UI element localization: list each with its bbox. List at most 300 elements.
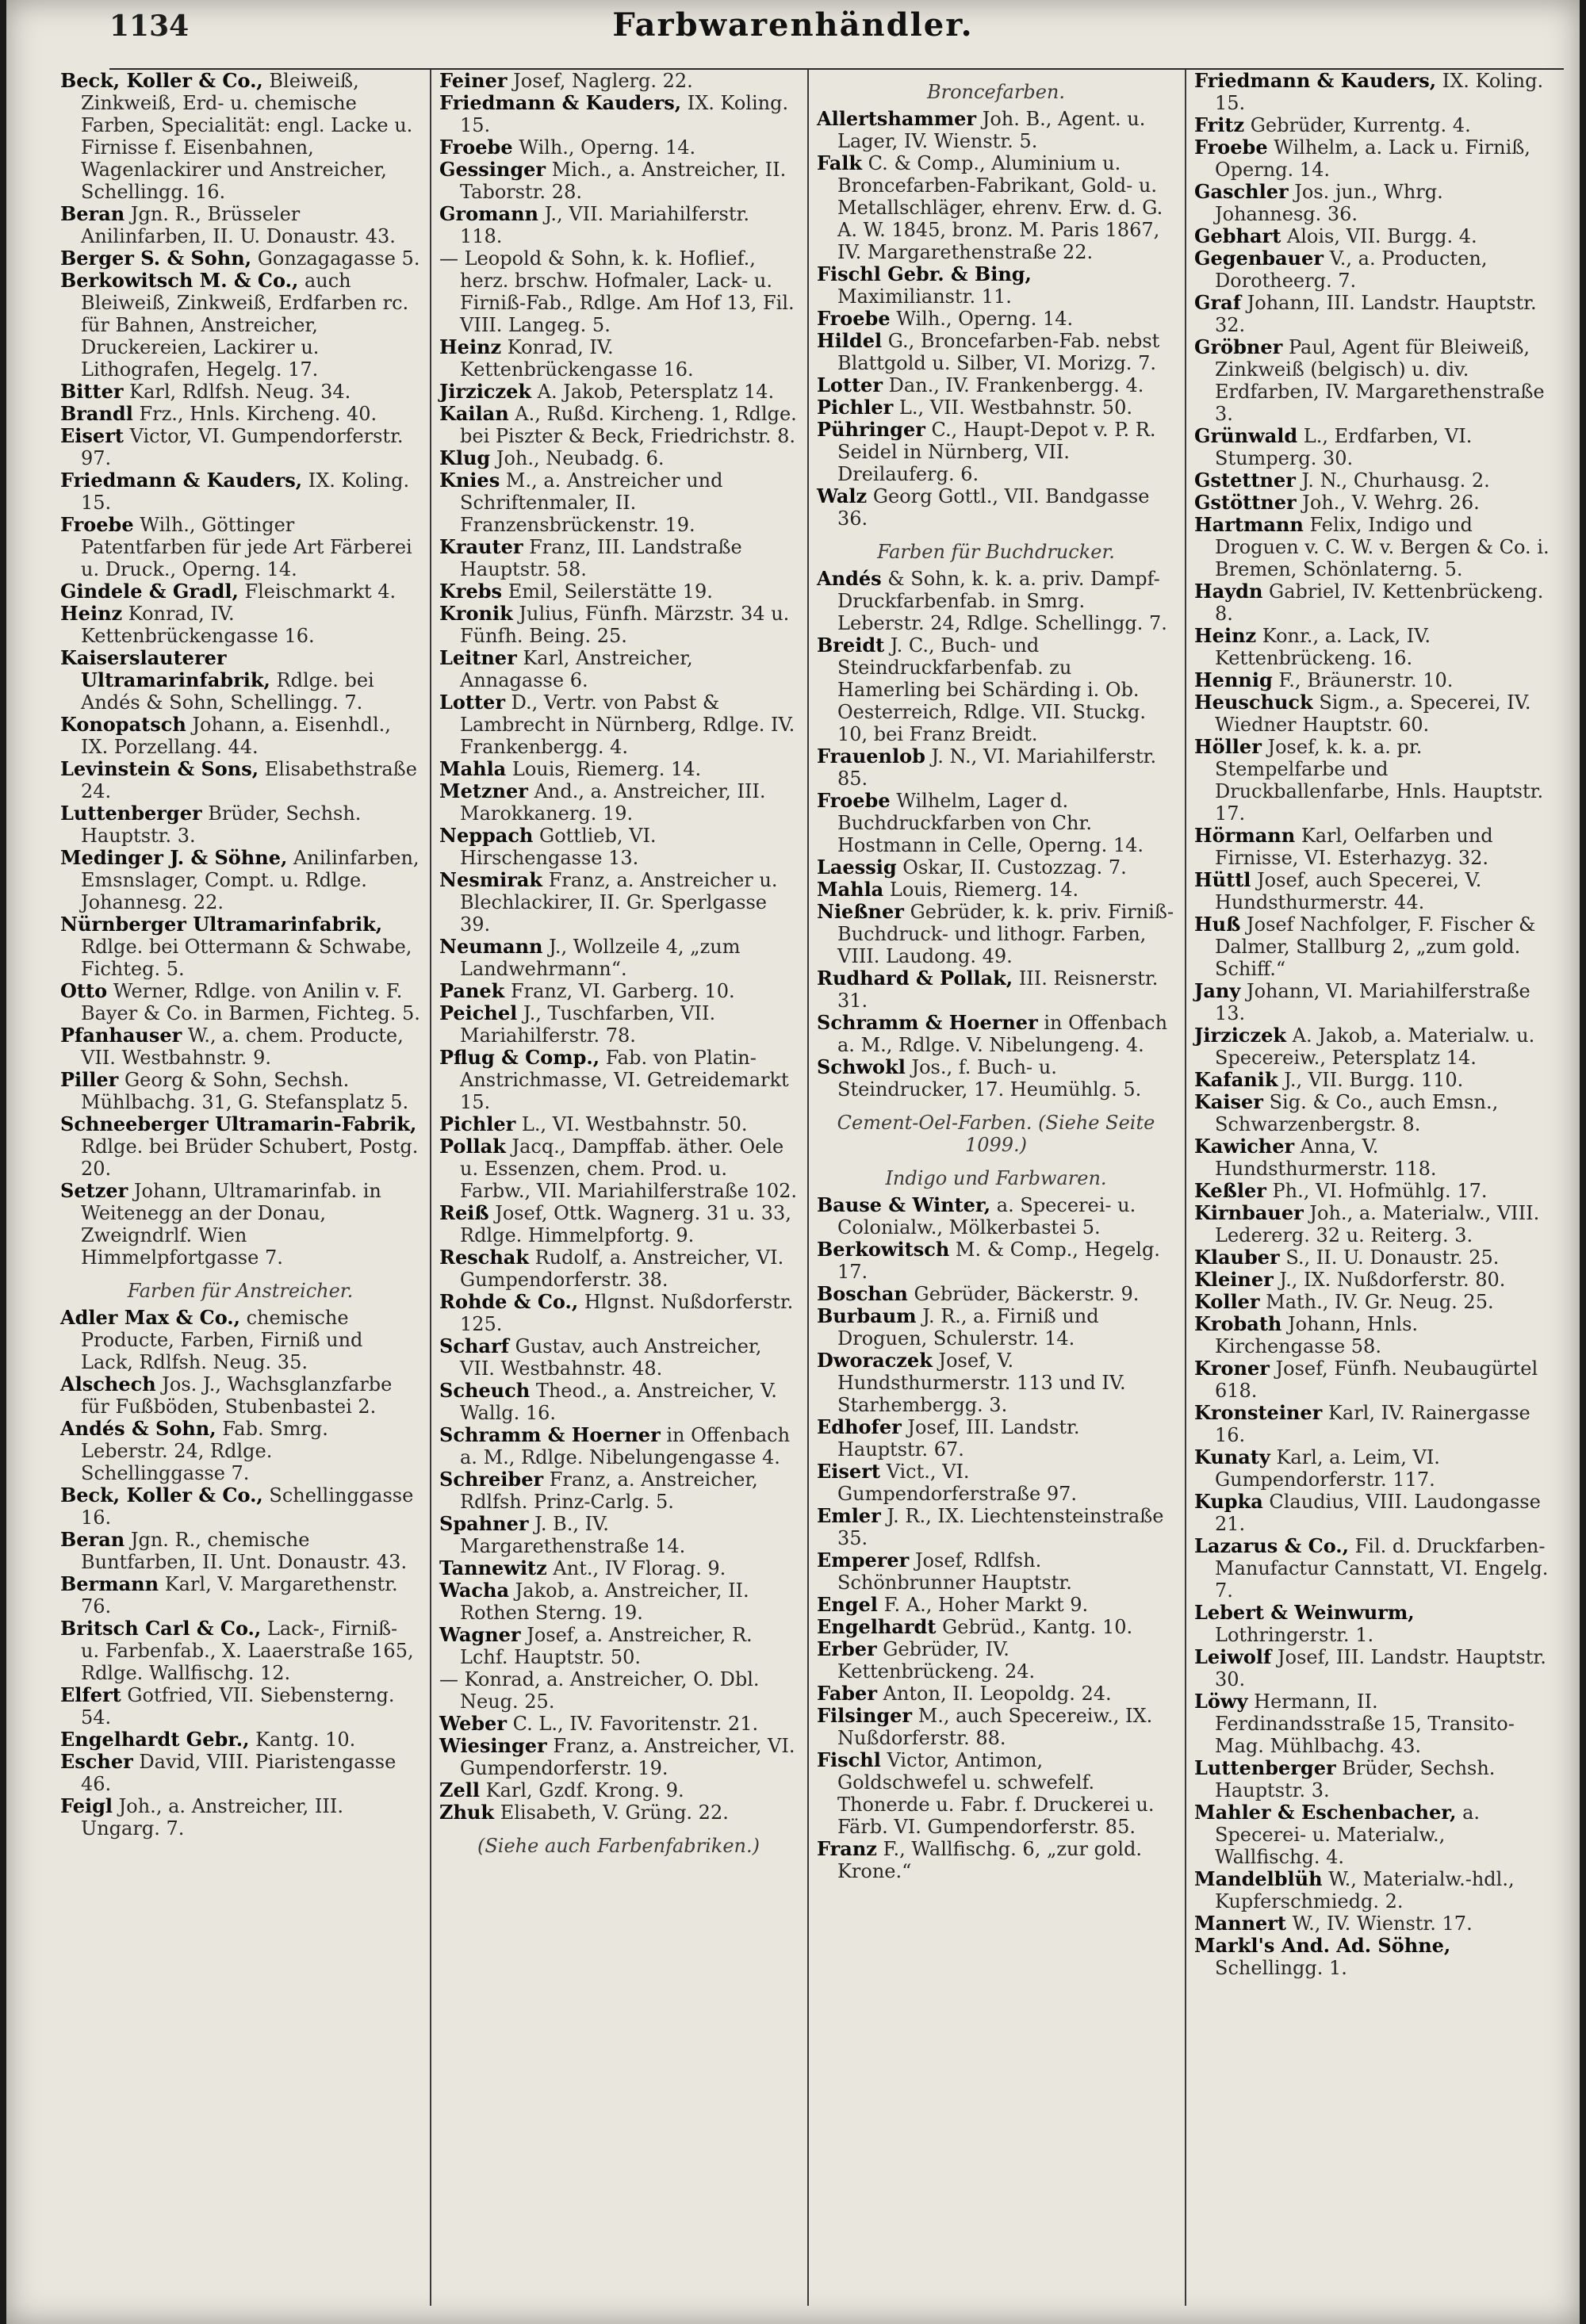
entry-details: Schellinggasse 16. xyxy=(81,1484,414,1529)
entry-name: Höller xyxy=(1194,735,1262,758)
entry-name: Konopatsch xyxy=(60,713,186,736)
entry-name: Froebe xyxy=(817,307,891,330)
entry-name: Faber xyxy=(817,1682,877,1705)
directory-entry xyxy=(439,1801,798,1824)
directory-entry xyxy=(60,1418,420,1484)
directory-entry xyxy=(817,1705,1175,1749)
directory-entry xyxy=(439,1779,798,1801)
entry-details: Jgn. R., chemische Buntfarben, II. Unt. Donaustr. 43. xyxy=(81,1529,408,1573)
entry-name: Emler xyxy=(817,1504,881,1527)
directory-entry xyxy=(817,1239,1175,1283)
directory-entry xyxy=(439,603,798,647)
entry-details: Elisabethstraße 24. xyxy=(81,758,417,802)
entry-details: Jgn. R., Brüsseler Anilinfarben, II. U. Donaustr. 43. xyxy=(81,203,396,247)
entry-name: Beran xyxy=(60,202,125,225)
directory-entry xyxy=(1194,980,1553,1024)
directory-entry xyxy=(1194,1357,1553,1402)
entry-name: Neppach xyxy=(439,824,534,847)
column-1 xyxy=(52,70,430,2306)
directory-entry xyxy=(439,869,798,936)
entry-name: Pühringer xyxy=(817,418,925,441)
directory-entry xyxy=(439,780,798,825)
directory-entry xyxy=(439,1202,798,1246)
entry-details: Karl, Rdlfsh. Neug. 34. xyxy=(129,381,351,403)
entry-details: Gebrüd., Kantg. 10. xyxy=(942,1616,1133,1638)
directory-entry xyxy=(1194,1912,1553,1935)
entry-details: Josef, Rdlfsh. Schönbrunner Hauptstr. xyxy=(837,1549,1072,1594)
entry-details: & Sohn, k. k. a. priv. Dampf-Druckfarbenfab. in Smrg. Leberstr. 24, Rdlge. Schellingg. 7. xyxy=(837,568,1167,634)
directory-entry xyxy=(60,847,420,913)
directory-entry xyxy=(439,1424,798,1468)
entry-details: J., Wollzeile 4, „zum Landwehrmann“. xyxy=(460,936,741,980)
entry-details: Franz, VI. Garberg. 10. xyxy=(510,980,735,1002)
directory-entry xyxy=(1194,1069,1553,1091)
entry-details: Alois, VII. Burgg. 4. xyxy=(1286,225,1477,247)
directory-entry xyxy=(817,419,1175,485)
entry-name: Hildel xyxy=(817,329,883,352)
entry-details: Elisabeth, V. Grüng. 22. xyxy=(500,1801,729,1824)
entry-details: L., VII. Westbahnstr. 50. xyxy=(898,396,1132,419)
entry-name: Peichel xyxy=(439,1001,518,1024)
directory-entry xyxy=(817,1416,1175,1461)
entry-name: Klauber xyxy=(1194,1246,1280,1269)
entry-details: F., Bräunerstr. 10. xyxy=(1278,669,1454,691)
entry-details: J., IX. Nußdorferstr. 80. xyxy=(1279,1269,1506,1291)
entry-details: Franz, a. Anstreicher, VI. Gumpendorferstr. 19. xyxy=(460,1735,795,1779)
directory-entry xyxy=(1194,1246,1553,1269)
directory-entry xyxy=(439,1624,798,1668)
directory-entry xyxy=(817,1461,1175,1505)
entry-name: Kawicher xyxy=(1194,1135,1295,1158)
entry-name: Mahla xyxy=(439,757,507,780)
directory-entry xyxy=(439,159,798,203)
entry-details: Joh., a. Anstreicher, III. Ungarg. 7. xyxy=(81,1795,344,1840)
entry-name: Gstettner xyxy=(1194,469,1296,492)
directory-entry xyxy=(60,247,420,270)
entry-details: V., a. Producten, Dorotheerg. 7. xyxy=(1215,247,1488,292)
entry-name: Setzer xyxy=(60,1179,128,1202)
directory-entry xyxy=(60,758,420,802)
directory-entry xyxy=(60,1484,420,1529)
entry-name: Mahler & Eschenbacher, xyxy=(1194,1801,1457,1824)
entry-details: Joh. B., Agent. u. Lager, IV. Wienstr. 5. xyxy=(837,108,1146,152)
entry-name: Edhofer xyxy=(817,1415,902,1438)
section-heading: Farben für Buchdrucker. xyxy=(877,541,1115,563)
entry-name: Froebe xyxy=(817,789,891,812)
entry-name: Gessinger xyxy=(439,158,546,181)
directory-entry xyxy=(1194,1602,1553,1646)
directory-entry xyxy=(60,714,420,758)
directory-entry xyxy=(817,1749,1175,1838)
directory-page xyxy=(6,0,1580,2324)
entry-details: Brüder, Sechsh. Hauptstr. 3. xyxy=(1215,1757,1496,1801)
entry-name: Nesmirak xyxy=(439,868,543,891)
entry-name: Gebhart xyxy=(1194,224,1281,247)
directory-entry xyxy=(1194,1402,1553,1446)
entry-name: Bermann xyxy=(60,1572,159,1595)
entry-details: Wilh., Operng. 14. xyxy=(519,136,696,159)
directory-entry xyxy=(439,203,798,247)
entry-name: Heinz xyxy=(60,602,123,625)
directory-entry xyxy=(1194,580,1553,625)
entry-name: Beck, Koller & Co., xyxy=(60,70,263,92)
directory-entry xyxy=(1194,1291,1553,1313)
entry-name: Rohde & Co., xyxy=(439,1290,579,1313)
directory-entry xyxy=(817,1056,1175,1101)
entry-details: Victor, Antimon, Goldschwefel u. schwefelf. Thonerde u. Fabr. f. Druckerei u. Färb. VI. Gumpendorferstr. 85. xyxy=(837,1749,1155,1838)
directory-entry xyxy=(60,1529,420,1573)
entry-details: A. Jakob, Petersplatz 14. xyxy=(537,381,775,403)
entry-details: Jakob, a. Anstreicher, II. Rothen Sterng. 19. xyxy=(460,1579,749,1624)
entry-name: Berkowitsch M. & Co., xyxy=(60,269,299,292)
entry-details: Gabriel, IV. Kettenbrückeng. 8. xyxy=(1215,580,1544,625)
directory-entry xyxy=(60,980,420,1024)
entry-details: — Konrad, a. Anstreicher, O. Dbl. Neug. 25. xyxy=(439,1668,760,1713)
directory-entry xyxy=(439,92,798,136)
entry-details: J. C., Buch- und Steindruckfarbenfab. zu Hamerling bei Schärding i. Ob. Oesterreich, Rdlge. VII. Stuckg. 10, bei Franz Breidt. xyxy=(837,634,1147,745)
entry-name: Fischl Gebr. & Bing, xyxy=(817,262,1032,285)
page-title: Farbwarenhändler. xyxy=(612,6,974,44)
entry-name: Erber xyxy=(817,1637,877,1660)
entry-details: Johann, a. Eisenhdl., IX. Porzellang. 44. xyxy=(81,714,391,758)
directory-entry xyxy=(1194,1535,1553,1602)
directory-entry xyxy=(60,1729,420,1751)
entry-name: Reschak xyxy=(439,1246,529,1269)
entry-details: Johann, VI. Mariahilferstraße 13. xyxy=(1215,980,1530,1024)
directory-entry xyxy=(817,1505,1175,1549)
entry-name: Pfanhauser xyxy=(60,1024,182,1047)
directory-entry xyxy=(60,580,420,603)
entry-name: Metzner xyxy=(439,779,528,802)
entry-name: Engelhardt Gebr., xyxy=(60,1728,250,1751)
directory-entry xyxy=(1194,492,1553,514)
entry-details: Jos. jun., Whrg. Johannesg. 36. xyxy=(1215,181,1443,225)
directory-entry xyxy=(60,1113,420,1180)
directory-entry xyxy=(817,1350,1175,1416)
directory-entry xyxy=(1194,1446,1553,1491)
entry-name: Knies xyxy=(439,469,500,492)
directory-entry xyxy=(439,1291,798,1335)
entry-name: Friedmann & Kauders, xyxy=(60,469,303,492)
entry-name: Friedmann & Kauders, xyxy=(439,91,682,114)
column-4-content xyxy=(1194,70,1553,1979)
entry-details: W., IV. Wienstr. 17. xyxy=(1292,1912,1473,1935)
entry-name: Schramm & Hoerner xyxy=(817,1011,1038,1034)
entry-details: Josef Nachfolger, F. Fischer & Dalmer, Stallburg 2, „zum gold. Schiff.“ xyxy=(1215,913,1536,980)
entry-name: Brandl xyxy=(60,402,133,425)
entry-details: Karl, Gzdf. Krong. 9. xyxy=(485,1779,684,1801)
entry-name: Andés & Sohn, xyxy=(60,1417,216,1440)
entry-name: Neumann xyxy=(439,935,543,958)
directory-entry xyxy=(1194,1269,1553,1291)
entry-name: Berger S. & Sohn, xyxy=(60,247,252,270)
entry-details: Julius, Fünfh. Märzstr. 34 u. Fünfh. Being. 25. xyxy=(460,603,790,647)
entry-name: Feigl xyxy=(60,1794,113,1817)
entry-name: Krauter xyxy=(439,535,523,558)
directory-entry xyxy=(439,1335,798,1380)
entry-name: Falk xyxy=(817,151,863,174)
entry-details: Claudius, VIII. Laudongasse 21. xyxy=(1215,1491,1541,1535)
entry-name: Koller xyxy=(1194,1290,1260,1313)
entry-details: Jos. J., Wachsglanzfarbe für Fußböden, Stubenbastei 2. xyxy=(81,1373,393,1418)
entry-details: Fab. von Platin-Anstrichmasse, VI. Getreidemarkt 15. xyxy=(460,1047,789,1113)
entry-name: Kirnbauer xyxy=(1194,1201,1304,1224)
entry-name: Wiesinger xyxy=(439,1734,547,1757)
entry-name: Bause & Winter, xyxy=(817,1193,991,1216)
directory-entry xyxy=(439,1380,798,1424)
entry-details: Gebrüder, k. k. priv. Firniß-Buchdruck- und lithogr. Farben, VIII. Laudong. 49. xyxy=(837,901,1174,967)
directory-entry xyxy=(439,447,798,469)
entry-details: Georg Gottl., VII. Bandgasse 36. xyxy=(837,485,1150,530)
entry-details: Lack-, Firniß- u. Farbenfab., X. Laaerstraße 165, Rdlge. Wallfischg. 12. xyxy=(81,1618,414,1684)
directory-entry xyxy=(439,1246,798,1291)
entry-details: C. L., IV. Favoritenstr. 21. xyxy=(512,1713,759,1735)
entry-name: Wacha xyxy=(439,1579,510,1602)
directory-entry xyxy=(60,1069,420,1113)
entry-name: Friedmann & Kauders, xyxy=(1194,70,1437,92)
directory-entry xyxy=(60,603,420,647)
entry-details: Mich., a. Anstreicher, II. Taborstr. 28. xyxy=(460,159,787,203)
entry-details: Josef, k. k. a. pr. Stempelfarbe und Druckballenfarbe, Hnls. Hauptstr. 17. xyxy=(1215,736,1544,825)
directory-entry xyxy=(817,790,1175,856)
directory-entry xyxy=(60,270,420,381)
directory-entry xyxy=(439,1579,798,1624)
entry-details: Wilhelm, a. Lack u. Firniß, Operng. 14. xyxy=(1215,136,1530,181)
directory-entry xyxy=(817,1194,1175,1239)
entry-name: Schwokl xyxy=(817,1055,906,1078)
column-1-content xyxy=(60,70,420,1840)
entry-details: Vict., VI. Gumpendorferstraße 97. xyxy=(837,1461,1078,1505)
column-2 xyxy=(430,70,807,2306)
entry-details: Johann, Ultramarinfab. in Weitenegg an der Donau, Zweigndrlf. Wien Himmelpfortgasse 7. xyxy=(81,1180,381,1269)
entry-details: Gebrüder, IV. Kettenbrückeng. 24. xyxy=(837,1638,1036,1683)
entry-details: Gotfried, VII. Siebensterng. 54. xyxy=(81,1684,395,1729)
entry-details: a. Specerei- u. Materialw., Wallfischg. 4. xyxy=(1215,1801,1481,1868)
entry-name: Elfert xyxy=(60,1683,121,1706)
directory-entry xyxy=(439,1735,798,1779)
entry-name: Spahner xyxy=(439,1512,529,1535)
entry-name: Heinz xyxy=(439,335,502,358)
directory-entry xyxy=(817,374,1175,396)
directory-entry xyxy=(817,967,1175,1012)
entry-name: Gstöttner xyxy=(1194,491,1297,514)
directory-entry xyxy=(817,879,1175,901)
entry-name: Grünwald xyxy=(1194,424,1298,447)
entry-details: Franz, a. Anstreicher, Rdlfsh. Prinz-Carlg. 5. xyxy=(460,1468,758,1513)
column-3 xyxy=(807,70,1185,2306)
entry-details: Fleischmarkt 4. xyxy=(244,580,396,603)
entry-name: Rudhard & Pollak, xyxy=(817,967,1013,990)
directory-entry xyxy=(817,152,1175,263)
entry-name: Kronsteiner xyxy=(1194,1401,1323,1424)
entry-details: Oskar, II. Custozzag. 7. xyxy=(902,856,1127,879)
entry-name: Wagner xyxy=(439,1623,521,1646)
entry-name: Engelhardt xyxy=(817,1615,937,1638)
entry-details: Franz, a. Anstreicher u. Blechlackirer, II. Gr. Sperlgasse 39. xyxy=(460,869,778,936)
directory-entry xyxy=(1194,1313,1553,1357)
entry-name: Levinstein & Sons, xyxy=(60,757,259,780)
entry-details: Hermann, II. Ferdinandsstraße 15, Transito-Mag. Mühlbachg. 43. xyxy=(1215,1690,1515,1757)
entry-name: Berkowitsch xyxy=(817,1238,950,1261)
directory-entry xyxy=(60,514,420,580)
entry-name: Emperer xyxy=(817,1549,910,1572)
entry-details: Louis, Riemerg. 14. xyxy=(889,879,1079,901)
entry-details: Georg & Sohn, Sechsh. Mühlbachg. 31, G. Stefansplatz 5. xyxy=(81,1069,409,1113)
directory-entry xyxy=(60,1180,420,1269)
entry-name: Gröbner xyxy=(1194,335,1283,358)
entry-name: Leiwolf xyxy=(1194,1645,1272,1668)
directory-entry xyxy=(1194,1135,1553,1180)
directory-entry xyxy=(817,1549,1175,1594)
entry-name: Huß xyxy=(1194,913,1241,936)
column-4 xyxy=(1185,70,1562,2306)
directory-entry xyxy=(817,485,1175,530)
entry-details: III. Reisnerstr. 31. xyxy=(837,967,1159,1012)
entry-name: Schramm & Hoerner xyxy=(439,1423,661,1446)
entry-name: Kupka xyxy=(1194,1490,1263,1513)
entry-name: Franz xyxy=(817,1837,877,1860)
column-2-content xyxy=(439,70,798,1857)
entry-name: Kailan xyxy=(439,402,509,425)
directory-entry xyxy=(817,1683,1175,1705)
entry-details: Joh., V. Wehrg. 26. xyxy=(1302,492,1480,514)
directory-entry xyxy=(1194,292,1553,336)
entry-details: Anton, II. Leopoldg. 24. xyxy=(883,1683,1112,1705)
entry-name: Kafanik xyxy=(1194,1068,1278,1091)
section-heading: Broncefarben. xyxy=(927,81,1065,103)
directory-entry xyxy=(1194,736,1553,825)
entry-details: M. & Comp., Hegelg. 17. xyxy=(837,1239,1160,1283)
entry-details: Math., IV. Gr. Neug. 25. xyxy=(1266,1291,1494,1313)
entry-name: Kaiserslauterer Ultramarinfabrik, xyxy=(60,646,270,691)
directory-entry xyxy=(1194,1091,1553,1135)
page-header xyxy=(6,0,1580,71)
entry-details: — Leopold & Sohn, k. k. Hoflief., herz. brschw. Hofmaler, Lack- u. Firniß-Fab., Rdlge. Am Hof 13, Fil. VIII. Langeg. 5. xyxy=(439,247,795,336)
directory-entry xyxy=(1194,1868,1553,1912)
entry-details: auch Bleiweiß, Zinkweiß, Erdfarben rc. für Bahnen, Anstreicher, Druckereien, Lackirer u. Lithografen, Hegelg. 17. xyxy=(81,270,409,381)
directory-entry xyxy=(1194,469,1553,492)
entry-name: Lazarus & Co., xyxy=(1194,1534,1349,1557)
directory-entry xyxy=(1194,181,1553,225)
entry-details: Joh., Neubadg. 6. xyxy=(496,447,665,469)
entry-details: J. R., a. Firniß und Droguen, Schulerstr. 14. xyxy=(837,1305,1099,1350)
entry-name: Alschech xyxy=(60,1373,156,1396)
directory-entry xyxy=(1194,691,1553,736)
directory-entry xyxy=(817,634,1175,745)
entry-name: Burbaum xyxy=(817,1304,917,1327)
entry-details: Maximilianstr. 11. xyxy=(837,285,1012,308)
directory-entry xyxy=(60,647,420,714)
column-3-content xyxy=(817,81,1175,1882)
entry-name: Adler Max & Co., xyxy=(60,1306,240,1329)
entry-details: Josef, V. Hundsthurmerstr. 113 und IV. Starhembergg. 3. xyxy=(837,1350,1126,1416)
entry-name: Reiß xyxy=(439,1201,489,1224)
directory-entry xyxy=(1194,1024,1553,1069)
directory-entry xyxy=(439,936,798,980)
directory-entry xyxy=(1194,1801,1553,1868)
directory-entry xyxy=(60,1684,420,1729)
entry-name: Froebe xyxy=(439,136,513,159)
section-heading: (Siehe auch Farbenfabriken.) xyxy=(477,1835,760,1857)
entry-name: Gegenbauer xyxy=(1194,247,1324,270)
entry-details: a. Specerei- u. Colonialw., Mölkerbastei 5. xyxy=(837,1194,1136,1239)
entry-name: Panek xyxy=(439,979,505,1002)
directory-entry xyxy=(1194,336,1553,425)
entry-name: Bitter xyxy=(60,380,124,403)
entry-details: Anna, V. Hundsthurmerstr. 118. xyxy=(1215,1135,1437,1180)
entry-name: Nießner xyxy=(817,900,904,923)
entry-name: Fischl xyxy=(817,1748,881,1771)
directory-entry xyxy=(439,580,798,603)
entry-name: Froebe xyxy=(60,513,134,536)
directory-entry xyxy=(60,70,420,203)
entry-details: Josef, III. Landstr. Hauptstr. 67. xyxy=(837,1416,1080,1461)
entry-details: IX. Koling. 15. xyxy=(460,92,789,136)
entry-name: Keßler xyxy=(1194,1179,1266,1202)
entry-details: Brüder, Sechsh. Hauptstr. 3. xyxy=(81,802,362,847)
entry-details: Konrad, IV. Kettenbrückengasse 16. xyxy=(81,603,315,647)
directory-entry xyxy=(1194,825,1553,869)
entry-name: Eisert xyxy=(817,1460,880,1483)
entry-details: Rdlge. bei Ottermann & Schwabe, Fichteg. 5. xyxy=(81,936,412,980)
directory-entry xyxy=(439,825,798,869)
entry-details: J. B., IV. Margarethenstraße 14. xyxy=(460,1513,686,1557)
entry-name: Scharf xyxy=(439,1334,509,1357)
entry-name: Hörmann xyxy=(1194,824,1296,847)
entry-details: Johann, Hnls. Kirchengasse 58. xyxy=(1215,1313,1419,1357)
entry-name: Hüttl xyxy=(1194,868,1251,891)
directory-entry xyxy=(60,802,420,847)
entry-name: Pichler xyxy=(439,1112,516,1135)
entry-name: Britsch Carl & Co., xyxy=(60,1617,262,1640)
entry-details: in Offenbach a. M., Rdlge. V. Nibelungeng. 4. xyxy=(837,1012,1168,1056)
entry-details: Gottlieb, VI. Hirschengasse 13. xyxy=(460,825,657,869)
directory-entry xyxy=(1194,136,1553,181)
entry-name: Kroner xyxy=(1194,1357,1270,1380)
directory-entry xyxy=(60,1618,420,1684)
directory-entry xyxy=(817,745,1175,790)
entry-name: Pflug & Comp., xyxy=(439,1046,600,1069)
entry-name: Eisert xyxy=(60,424,124,447)
entry-details: Felix, Indigo und Droguen v. C. W. v. Bergen & Co. i. Bremen, Schönlaterng. 5. xyxy=(1215,514,1550,580)
directory-entry xyxy=(817,856,1175,879)
entry-details: A., Rußd. Kircheng. 1, Rdlge. bei Piszter & Beck, Friedrichstr. 8. xyxy=(460,403,797,447)
entry-details: Emil, Seilerstätte 19. xyxy=(508,580,713,603)
entry-details: Gebrüder, Kurrentg. 4. xyxy=(1250,114,1471,136)
entry-details: Josef, Fünfh. Neubaugürtel 618. xyxy=(1215,1357,1538,1402)
entry-name: Medinger J. & Söhne, xyxy=(60,846,288,869)
directory-entry xyxy=(60,1795,420,1840)
directory-entry xyxy=(817,308,1175,330)
entry-details: Karl, Anstreicher, Annagasse 6. xyxy=(460,647,693,691)
entry-name: Froebe xyxy=(1194,136,1268,159)
directory-entry xyxy=(439,980,798,1002)
entry-name: Filsinger xyxy=(817,1704,913,1727)
directory-entry xyxy=(60,1307,420,1373)
entry-details: Werner, Rdlge. von Anilin v. F. Bayer & Co. in Barmen, Fichteg. 5. xyxy=(81,980,420,1024)
directory-entry xyxy=(439,1513,798,1557)
directory-columns xyxy=(52,70,1562,2306)
directory-entry xyxy=(1194,247,1553,292)
entry-details: Dan., IV. Frankenbergg. 4. xyxy=(888,374,1144,396)
entry-name: Gromann xyxy=(439,202,538,225)
entry-details: Louis, Riemerg. 14. xyxy=(511,758,702,780)
directory-entry xyxy=(1194,1491,1553,1535)
entry-name: Walz xyxy=(817,484,868,507)
entry-details: Fab. Smrg. Leberstr. 24, Rdlge. Schellinggasse 7. xyxy=(81,1418,328,1484)
section-heading: Farben für Anstreicher. xyxy=(127,1280,354,1302)
directory-entry xyxy=(439,1113,798,1135)
